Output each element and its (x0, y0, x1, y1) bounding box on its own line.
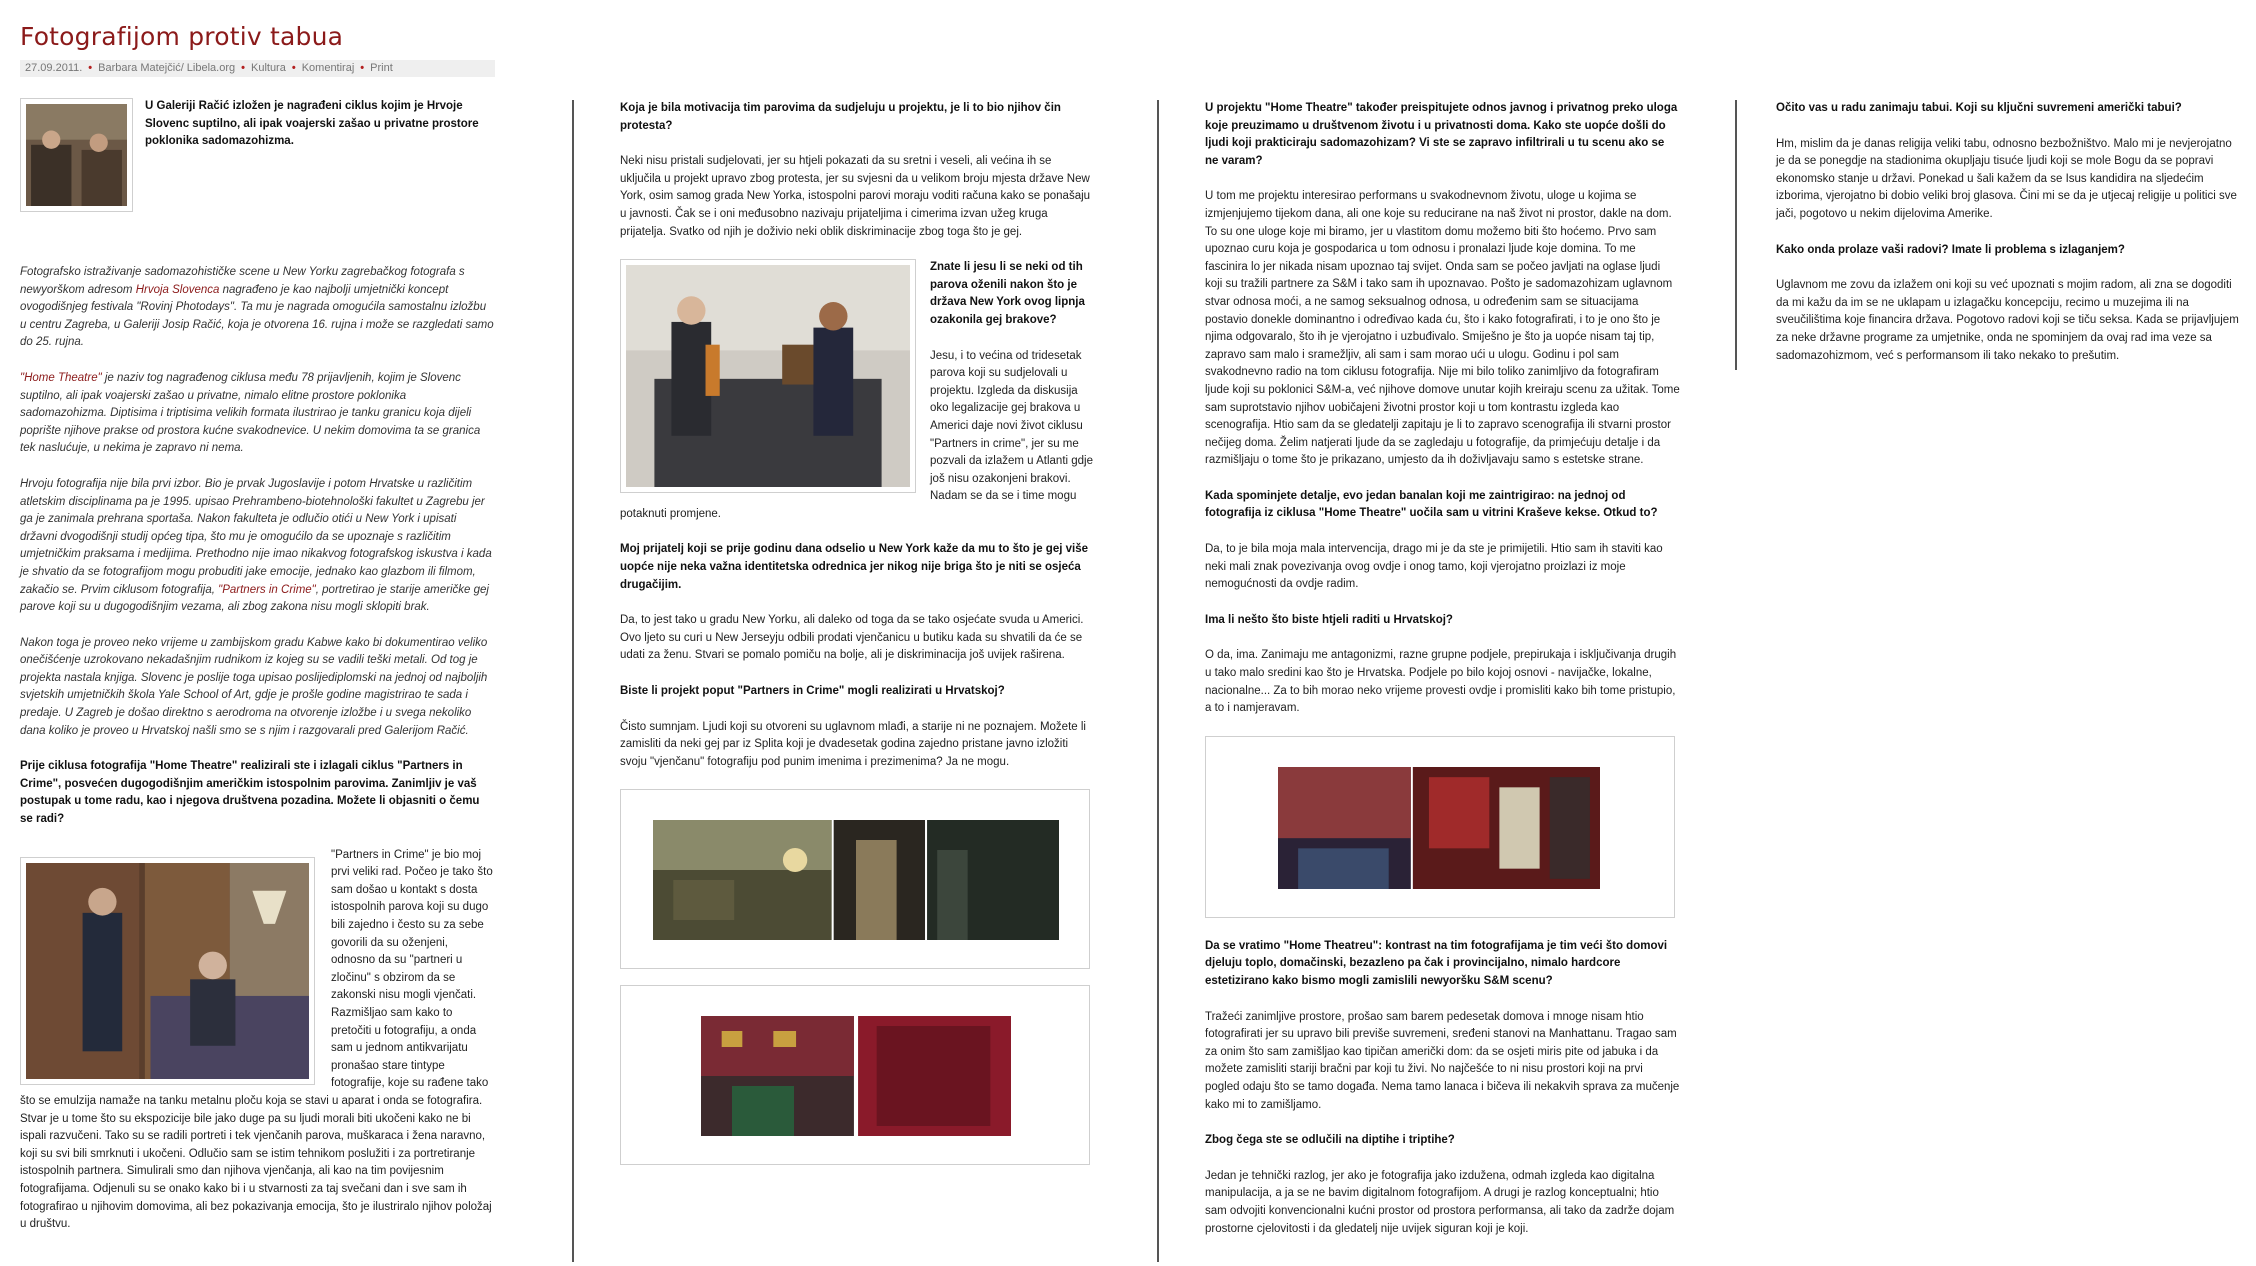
artist-link[interactable]: Hrvoja Slovenca (135, 283, 220, 296)
category-link[interactable]: Kultura (250, 62, 286, 74)
bedroom-diptych-photo (1278, 767, 1600, 889)
interview-answer: U tom me projektu interesirao performans u svakodnevnom životu, uloge u kojima se izmjenjujemo tijekom dana, ali one koje su reducirane na naš život ni prostor, dakle na dom. To su one uloge koje mi biramo, jer u vlastitom domu možemo biti što hoćemo. Prvo sam upoznao curu koja je gospodarica u tom odnosu i pronalazi ljude koje domina. To me fascinira lo jer nikada nisam upoznao taj svijet. Onda sam se počeo javljati na oglase ljudi koji su tražili partnere za S&M i tako sam ih upoznavao. Pošto je sadomazohizam uglavnom stvar odnosa moći, a ne samog seksualnog odnosa, u određenim sam se situacijama postavio donekle dominantno i određivao kada ću, što i kako fotografirati, i to je ono što je njima odgovaralo, što ih je vjerojatno i uzbuđivalo. Smiješno je što ja uopće nisam taj tip, zapravo sam malo i sramežljiv, ali sam i sam morao ući u ulogu. Godinu i pol sam svakodnevno radio na tom ciklusu fotografija. Nije mi bilo toliko zanimljivo da fotografiram ljude koji su poklonici S&M-a, već njihove domove unutar kojih kreiraju scenu za užitak. Tome sam suprotstavio njihov uobičajeni životni prostor koji u tom kontrastu izgleda kao scenografija. Htio sam da se gledatelji zapitaju je li to zapravo scenografija ili stvarni prostor nečijeg doma. Želim natjerati ljude da se zagledaju u fotografije, da primjećuju detalje i da razmišljaju o tome što je prikazano, umjesto da ih doživljavaju samo s estetske strane. (1205, 190, 1680, 467)
paragraph: Nakon toga je proveo neko vrijeme u zambijskom gradu Kabwe kako bi dokumentirao veliko onečišćenje uzrokovano nekadašnjim rudnikom iz kojeg su se vadili teški metali. Od tog je projekta nastala knjiga. Slovenc je poslije toga upisao poslijediplomski na jednoj od najboljih svjetskih umjetničkih škola Yale School of Art, gdje je prošle godine magistrirao te sada i predaje. U Zagreb je došao direktno s aerodroma na otvorenje izložbe i u svega nekoliko dana koliko je proveo u Hrvatskoj našli smo se s njim i razgovarali pred Galerijom Račić. (20, 636, 488, 737)
paragraph (20, 370, 495, 458)
partners-in-crime-link[interactable]: "Partners in Crime" (218, 583, 316, 596)
meta-bullet: • (241, 62, 245, 74)
interview-answer: Da, to je bila moja mala intervencija, drago mi je da ste je primijetili. Htio sam ih staviti kao neki mali znak povezivanja ovog ovdje i onog tamo, koji vjerojatno proizlazi iz moje nemogućnosti da ovdje radim. (1205, 543, 1663, 591)
interview-question: Prije ciklusa fotografija "Home Theatre" realizirali ste i izlagali ciklus "Partners in Crime", posvećen dugogodišnjim američkim istospolnim parovima. Zanimljiv je vaš postupak u tome radu, kao i njegova društvena pozadina. Možete li objasniti o čemu se radi? (20, 760, 480, 826)
article-title: Fotografijom protiv tabua (20, 22, 344, 51)
thumbnail-photo (26, 104, 127, 206)
column-separator (1157, 100, 1159, 1262)
paragraph-text: Hrvoju fotografija nije bila prvi izbor. Bio je prvak Jugoslavije i potom Hrvatske u različitim atletskim disciplinama pa je 1995. upisao Prehrambeno-biotehnološki fakultet u Zagrebu jer ga je zanimala prehrana sportaša. Nakon fakulteta je odlučio otići u New York i upisati državni dvogodišnji studij općeg tipa, što mu je omogućilo da se upoznaje s različitim umjetničkim praksama i medijima. Prethodno nije imao nikakvog fotografskog iskustva i kada je shvatio da se fotografijom mogu probuditi jake emocije, jednako kao glazbom ili filmom, zakačio se. Prvim ciklusom fotografija, (20, 477, 492, 596)
partners-in-crime-photo[interactable] (20, 857, 315, 1085)
interview-question: Zbog čega ste se odlučili na diptihe i triptihe? (1205, 1134, 1455, 1147)
diptych-photo (701, 1016, 1011, 1136)
home-theatre-triptych-image[interactable] (620, 789, 1090, 969)
meta-bullet: • (291, 62, 296, 74)
column-separator (572, 100, 574, 1262)
interview-question: Očito vas u radu zanimaju tabui. Koji su ključni suvremeni američki tabui? (1776, 102, 2182, 114)
article-date: 27.09.2011. (25, 62, 83, 74)
interview-answer: Hm, mislim da je danas religija veliki tabu, odnosno bezbožništvo. Malo mi je nevjerojatno je da se ponegdje na stadionima okupljaju tisuće ljudi koji se mole Bogu da se popravi ekonomsko stanje u državi. Ponekad u šali kažem da se Isus kandidira na sljedećim izborima, vjerojatno bi dobio veliki broj glasova. Čini mi se da je utjecaj religije u politici sve jači, pogotovo u nekim dijelovima Amerike. (1776, 137, 2237, 220)
column-separator (1735, 100, 1737, 370)
lead-thumbnail-image[interactable] (20, 98, 133, 212)
couple-portrait-photo (26, 863, 309, 1079)
paragraph (20, 264, 495, 352)
interview-question: U projektu "Home Theatre" također preispitujete odnos javnog i privatnog preko uloga koje preuzimamo u društvenom životu i u privatnosti doma. Kako ste uopće došli do ljudi koji prakticiraju sadomazohizam? Vi ste se zapravo infiltrirali u tu scenu ako se ne varam? (1205, 102, 1678, 167)
interview-answer: Jedan je tehnički razlog, jer ako je fotografija jako izdužena, odmah izgleda kao digitalna manipulacija, a ja se ne bavim digitalnom fotografijom. A drugi je razlog konceptualni; htio sam odvojiti konvencionalni kućni prostor od prostora performansa, ali tako da zadrže dojam prostorne cjelovitosti i da gledatelj nije uvijek siguran koji je koji. (1205, 1169, 1675, 1235)
paragraph-text: je naziv tog nagrađenog ciklusa među 78 prijavljenih, kojim je Slovenc suptilno, ali ipak voajerski zašao u privatne, nimalo elitne prostore poklonika sadomazohizma. Diptisima i triptisima velikih formata ilustrirao je tanku granicu koja dijeli poprište njihove prakse od prostora kućne svakodnevice. U nekim domovima ta se granica tek naslućuje, u nekima je zapravo ni nema. (20, 371, 481, 455)
print-link[interactable]: Print (370, 62, 393, 74)
couple-wedding-photo[interactable] (620, 259, 916, 493)
lead-paragraph: U Galeriji Račić izložen je nagrađeni ciklus kojim je Hrvoje Slovenc suptilno, ali ipak voajerski zašao u privatne prostore poklonika sadomazohizma. (145, 100, 479, 148)
interview-answer: Da, to jest tako u gradu New Yorku, ali daleko od toga da se tako osjećate svuda u Americi. Ovo ljeto su curi u New Jerseyju odbili prodati vjenčanicu u butiku kada su shvatili da će se udati za ženu. Stvari se pomalo pomiču na bolje, ali je diskriminacija još uvijek raširena. (620, 614, 1084, 662)
comment-link[interactable]: Komentiraj (301, 62, 355, 74)
paragraph (20, 476, 495, 617)
author-link[interactable]: Barbara Matejčić/ Libela.org (98, 62, 236, 74)
article-meta-bar (20, 60, 495, 77)
home-theatre-link[interactable]: "Home Theatre" (20, 371, 102, 384)
interview-question: Ima li nešto što biste htjeli raditi u Hrvatskoj? (1205, 613, 1453, 626)
article-column-2 (620, 100, 1095, 1181)
interview-question: Koja je bila motivacija tim parovima da sudjeluju u projektu, je li to bio njihov čin protesta? (620, 102, 1061, 132)
meta-bullet: • (88, 62, 93, 74)
interview-answer: Neki nisu pristali sudjelovati, jer su htjeli pokazati da su sretni i veseli, ali većina ih se uključila u projekt upravo zbog protesta, jer su svjesni da u velikom broju mjesta države New York, osim samog grada New Yorka, istospolni parovi moraju voditi računa kako se ponašaju u javnosti. Čak se i oni međusobno nazivaju prijateljima i cimerima izvan užeg kruga prijatelja. Svatko od njih je doživio neki oblik diskriminacije zbog toga što je gej. (620, 155, 1091, 238)
meta-bullet: • (360, 62, 365, 74)
paragraph-text: nagrađeno je kao najbolji umjetnički koncept ovogodišnjeg festivala "Rovinj Photodays". Ta mu je nagrada omogućila samostalnu izložbu u centru Zagreba, u Galeriji Josip Račić, koja je otvorena 16. rujna i može se razgledati samo do 25. rujna. (20, 283, 494, 349)
couple-on-sofa-photo (626, 265, 910, 487)
interview-answer: "Partners in Crime" je bio moj prvi veliki rad. Počeo je tako što sam došao u kontakt s dosta istospolnih parova koji su dugo bili zajedno i često su za sebe govorili da su oženjeni, odnosno da su "partneri u zločinu" s obzirom da se zakonski nisu mogli vjenčati. Razmišljao sam kako to pretočiti u fotografiju, a onda sam u jednom antikvarijatu pronašao stare tintype fotografije, koje su rađene tako što se emulzija namaže na tanku metalnu ploču koja se stavi u aparat i onda se fotografira. Stvar je u tome što su ekspozicije bile jako duge pa su ljudi morali biti ukočeni kako ne bi ispali razvučeni. Tako su se radili portreti i tek vjenčanih parova, muškaraca i žena naravno, koji su svi bili smrknuti i ukočeni. Odlučio sam se istim tehnikom poslužiti i za portretiranje istospolnih partnera. Simulirali smo dan njihova vjenčanja, ali kao na tim povijesnim fotografijama. Odjenuli su se onako kako bi i u stvarnosti za taj svečani dan i sve sam ih fotografirao u njihovim domovima, ali bez pokazivanja emocija, što je ilustriralo njihov položaj u društvu. (20, 848, 493, 1231)
interview-answer: Jesu, i to većina od tridesetak parova koji su sudjelovali u projektu. Izgleda da diskusija oko legalizacije gej brakova u Americi daje novi život ciklusu "Partners in crime", jer su me pozvali da izlažem u Atlanti gdje još nisu ozakonjeni brakovi. Nadam se da se i time mogu potaknuti promjene. (620, 349, 1094, 520)
interview-question: Da se vratimo "Home Theatreu": kontrast na tim fotografijama je tim veći što domovi djeluju toplo, domačinski, bezazleno pa čak i provincijalno, nimalo hardcore estetizirano kako bismo mogli zamislili newyoršku S&M scenu? (1205, 939, 1668, 987)
article-column-1 (20, 98, 495, 1234)
paragraph-text: Fotografsko istraživanje sadomazohističke scene u New Yorku zagrebačkog fotografa s newyorškom adresom (20, 266, 465, 296)
interview-answer: O da, ima. Zanimaju me antagonizmi, razne grupne podjele, prepirukaja i isključivanja drugih u tako malo sredini kao što je Hrvatska. Podjele po bilo kojoj osnovi - navijačke, lokalne, nacionalne... Za to bih morao neko vrijeme provesti ovdje i promisliti kako bih tome pristupio, a to i namjeravam. (1205, 649, 1677, 715)
article-column-4 (1776, 100, 2239, 383)
interview-answer: Tražeći zanimljive prostore, prošao sam barem pedesetak domova i mnoge nisam htio fotografirati jer su upravo bili previše suvremeni, sređeni stanovi na Manhattanu. Tragao sam za onim što sam zamišljao kao tipičan američki dom: da se osjeti miris pite od jabuka i da možete zamisliti stariji bračni par koji tu živi. No najčešće to ni nisu prostori koji na prvi pogled odaju što se tamo događa. Nema tamo lanaca i bičeva ili nekakvih sprava za mučenje kako mi to zamišljamo. (1205, 1010, 1680, 1111)
interview-question: Kada spominjete detalje, evo jedan banalan koji me zaintrigirao: na jednoj od fotografija iz ciklusa "Home Theatre" uočila sam u vitrini Kraševe kekse. Otkud to? (1205, 489, 1658, 520)
triptych-photo (653, 820, 1059, 940)
home-theatre-bedroom-image[interactable] (1205, 736, 1675, 918)
paragraph-text: , portretirao je starije američke gej parove koji su u dugogodišnjim vezama, ali zbog zakona nisu mogli sklopiti brak. (20, 583, 489, 614)
interview-question: Znate li jesu li se neki od tih parova oženili nakon što je država New York ovog lipnja ozakonila gej brakove? (930, 261, 1085, 326)
article-column-3 (1205, 100, 1680, 1256)
interview-question: Moj prijatelj koji se prije godinu dana odselio u New York kaže da mu to što je gej više uopće nije neka važna identitetska odrednica jer nikog nije briga što je niti se osjeća drugačijim. (620, 543, 1088, 591)
interview-answer: Čisto sumnjam. Ljudi koji su otvoreni su uglavnom mlađi, a starije ni ne poznajem. Možete li zamisliti da neki gej par iz Splita koji je dvadesetak godina zajedno pristane javno izložiti svoju "vjenčanu" fotografiju pod punim imenima i prezimenima? Ja ne mogu. (620, 720, 1086, 768)
interview-question: Biste li projekt poput "Partners in Crime" mogli realizirati u Hrvatskoj? (620, 685, 1005, 698)
home-theatre-diptych-image[interactable] (620, 985, 1090, 1165)
interview-answer: Uglavnom me zovu da izlažem oni koji su već upoznati s mojim radom, ali zna se dogoditi da mi kažu da im se ne uklapam u izlagačku koncepciju, recimo u muzejima ili na sveučilištima koje financira država. Pogotovo radovi koji se tiču seksa. Kada se prijavljujem za neke državne programe za umjetnike, onda ne spominjem da ovaj rad ima veze sa sadomazohizmom, već s performansom ili tako nekako to prešutim. (1776, 279, 2239, 362)
interview-question: Kako onda prolaze vaši radovi? Imate li problema s izlaganjem? (1776, 243, 2125, 256)
